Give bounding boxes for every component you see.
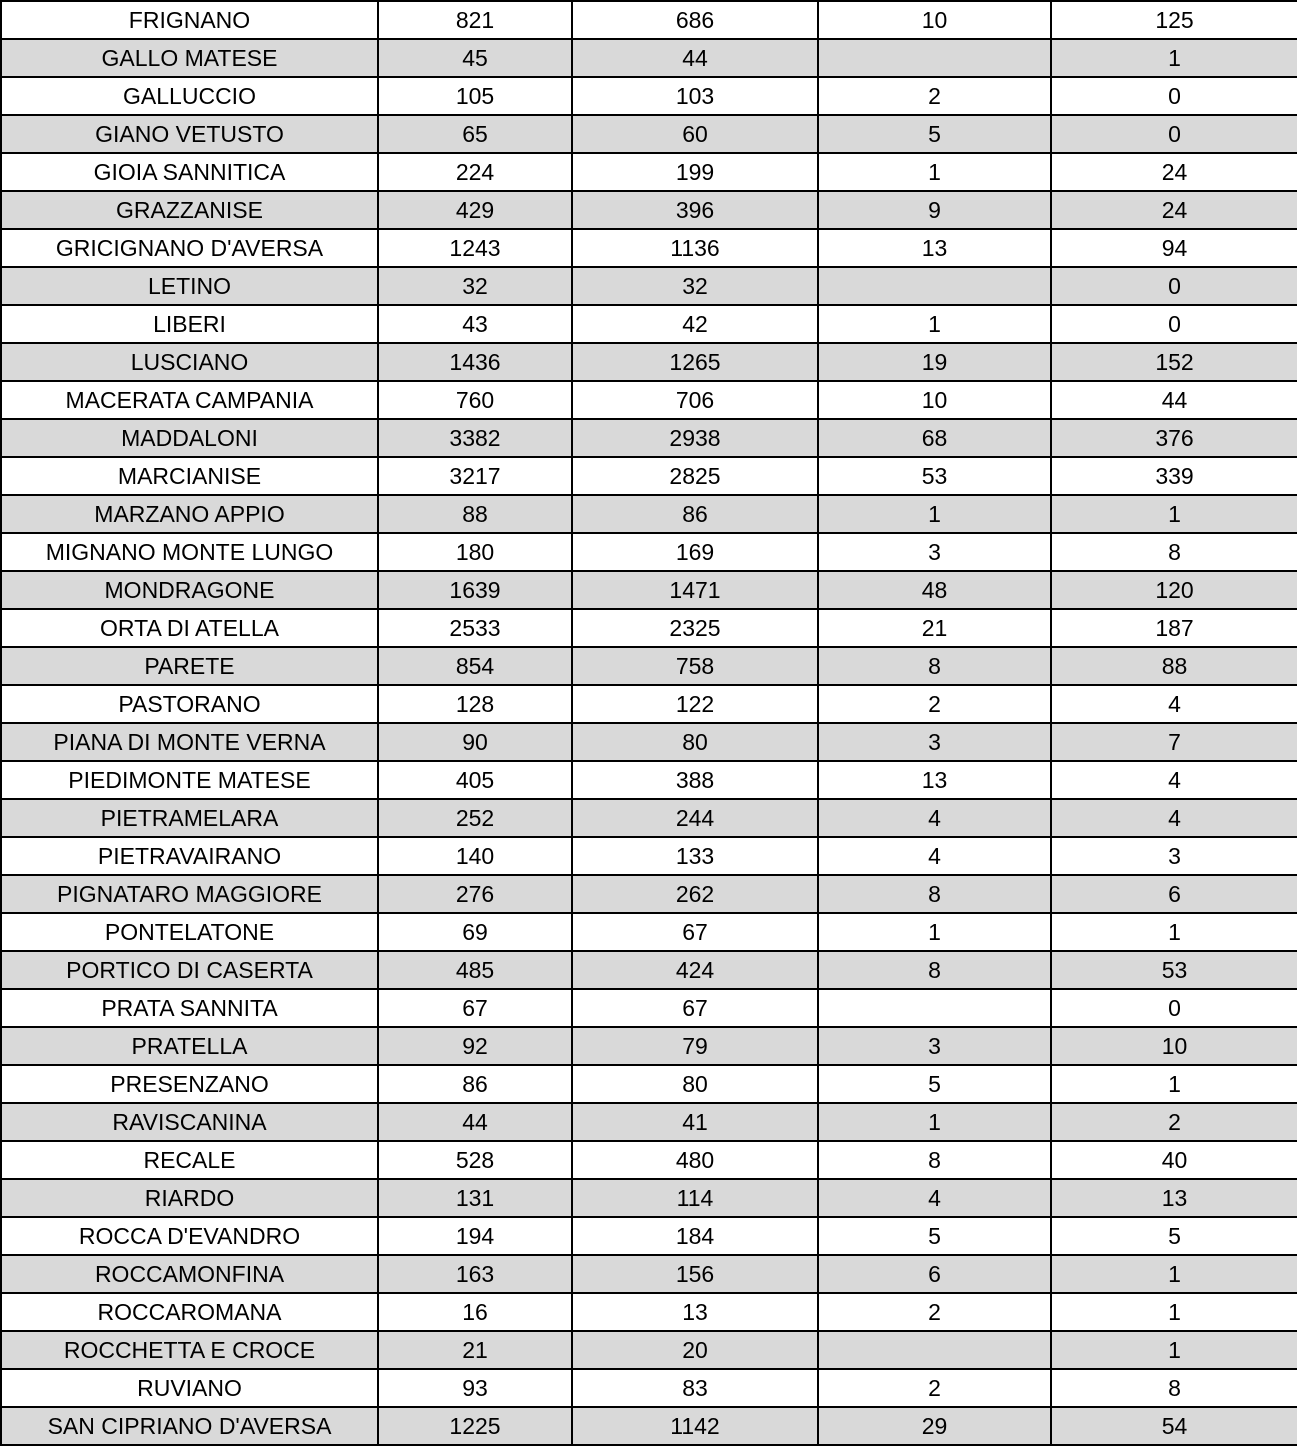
value-cell-col3: 3 [818,1027,1051,1065]
value-cell-col4: 4 [1051,761,1297,799]
value-cell-col3: 4 [818,799,1051,837]
table-row [1,1407,1297,1445]
value-cell-col4: 3 [1051,837,1297,875]
value-cell-col2: 114 [572,1179,818,1217]
value-cell-col1: 44 [378,1103,572,1141]
table-row [1,609,1297,647]
value-cell-col2: 83 [572,1369,818,1407]
value-cell-col2: 686 [572,1,818,39]
value-cell-col4: 0 [1051,77,1297,115]
value-cell-col4: 0 [1051,115,1297,153]
value-cell-col1: 93 [378,1369,572,1407]
value-cell-col3: 1 [818,153,1051,191]
value-cell-col1: 1436 [378,343,572,381]
value-cell-col1: 45 [378,39,572,77]
value-cell-col3: 1 [818,495,1051,533]
table-row [1,77,1297,115]
value-cell-col1: 86 [378,1065,572,1103]
value-cell-col3: 68 [818,419,1051,457]
comune-cell: RAVISCANINA [1,1103,378,1141]
value-cell-col2: 2325 [572,609,818,647]
value-cell-col2: 67 [572,913,818,951]
comune-cell: PIETRAVAIRANO [1,837,378,875]
value-cell-col2: 156 [572,1255,818,1293]
table-row [1,685,1297,723]
value-cell-col3: 3 [818,723,1051,761]
value-cell-col4: 7 [1051,723,1297,761]
value-cell-col1: 405 [378,761,572,799]
table-row [1,115,1297,153]
comune-cell: PRESENZANO [1,1065,378,1103]
value-cell-col1: 105 [378,77,572,115]
value-cell-col2: 80 [572,1065,818,1103]
value-cell-col2: 133 [572,837,818,875]
value-cell-col1: 276 [378,875,572,913]
value-cell-col2: 396 [572,191,818,229]
value-cell-col2: 480 [572,1141,818,1179]
value-cell-col3: 3 [818,533,1051,571]
table-row [1,989,1297,1027]
comune-cell: GIANO VETUSTO [1,115,378,153]
table-row [1,457,1297,495]
value-cell-col1: 16 [378,1293,572,1331]
value-cell-col1: 252 [378,799,572,837]
value-cell-col1: 224 [378,153,572,191]
comune-cell: ROCCHETTA E CROCE [1,1331,378,1369]
value-cell-col2: 1142 [572,1407,818,1445]
table-row [1,1255,1297,1293]
comune-cell: PIGNATARO MAGGIORE [1,875,378,913]
value-cell-col3: 10 [818,381,1051,419]
value-cell-col3: 2 [818,1369,1051,1407]
value-cell-col1: 1639 [378,571,572,609]
table-row [1,1,1297,39]
value-cell-col3: 4 [818,1179,1051,1217]
value-cell-col1: 821 [378,1,572,39]
value-cell-col3: 1 [818,305,1051,343]
value-cell-col2: 13 [572,1293,818,1331]
comune-cell: MARZANO APPIO [1,495,378,533]
table-row [1,153,1297,191]
comune-cell: PARETE [1,647,378,685]
value-cell-col3: 10 [818,1,1051,39]
table-row [1,1065,1297,1103]
table-row [1,229,1297,267]
value-cell-col3: 1 [818,1103,1051,1141]
value-cell-col1: 854 [378,647,572,685]
value-cell-col3: 8 [818,875,1051,913]
value-cell-col3: 5 [818,1065,1051,1103]
table-row [1,761,1297,799]
comune-cell: PRATELLA [1,1027,378,1065]
table-row [1,305,1297,343]
value-cell-col3: 53 [818,457,1051,495]
value-cell-col2: 169 [572,533,818,571]
value-cell-col1: 429 [378,191,572,229]
value-cell-col3: 2 [818,685,1051,723]
value-cell-col4: 40 [1051,1141,1297,1179]
table-row [1,1179,1297,1217]
value-cell-col2: 41 [572,1103,818,1141]
value-cell-col1: 21 [378,1331,572,1369]
table-row [1,647,1297,685]
value-cell-col3: 5 [818,1217,1051,1255]
value-cell-col4: 120 [1051,571,1297,609]
comune-cell: RUVIANO [1,1369,378,1407]
value-cell-col4: 53 [1051,951,1297,989]
value-cell-col4: 24 [1051,191,1297,229]
comune-cell: GRICIGNANO D'AVERSA [1,229,378,267]
value-cell-col2: 86 [572,495,818,533]
table-row [1,1293,1297,1331]
value-cell-col4: 1 [1051,913,1297,951]
value-cell-col4: 8 [1051,533,1297,571]
comune-cell: LETINO [1,267,378,305]
value-cell-col1: 528 [378,1141,572,1179]
value-cell-col2: 44 [572,39,818,77]
value-cell-col3: 8 [818,1141,1051,1179]
value-cell-col1: 67 [378,989,572,1027]
value-cell-col2: 262 [572,875,818,913]
value-cell-col4: 54 [1051,1407,1297,1445]
value-cell-col2: 2938 [572,419,818,457]
value-cell-col3: 4 [818,837,1051,875]
value-cell-col4: 376 [1051,419,1297,457]
comune-cell: MADDALONI [1,419,378,457]
value-cell-col1: 32 [378,267,572,305]
value-cell-col2: 424 [572,951,818,989]
table-row [1,913,1297,951]
comune-cell: GALLUCCIO [1,77,378,115]
table-row [1,533,1297,571]
value-cell-col4: 1 [1051,1065,1297,1103]
table-row [1,343,1297,381]
value-cell-col1: 163 [378,1255,572,1293]
value-cell-col2: 42 [572,305,818,343]
value-cell-col3: 2 [818,77,1051,115]
comune-cell: RECALE [1,1141,378,1179]
value-cell-col4: 1 [1051,495,1297,533]
value-cell-col2: 79 [572,1027,818,1065]
value-cell-col2: 199 [572,153,818,191]
value-cell-col1: 1225 [378,1407,572,1445]
value-cell-col2: 122 [572,685,818,723]
table-row [1,837,1297,875]
value-cell-col4: 125 [1051,1,1297,39]
table-row [1,495,1297,533]
value-cell-col4: 24 [1051,153,1297,191]
value-cell-col4: 94 [1051,229,1297,267]
value-cell-col3 [818,1331,1051,1369]
value-cell-col3: 21 [818,609,1051,647]
comune-cell: LIBERI [1,305,378,343]
table-row [1,1331,1297,1369]
value-cell-col3: 6 [818,1255,1051,1293]
comune-cell: PIETRAMELARA [1,799,378,837]
value-cell-col2: 80 [572,723,818,761]
value-cell-col4: 13 [1051,1179,1297,1217]
value-cell-col4: 187 [1051,609,1297,647]
table-row [1,381,1297,419]
value-cell-col1: 128 [378,685,572,723]
comune-cell: RIARDO [1,1179,378,1217]
value-cell-col1: 3382 [378,419,572,457]
comune-cell: PIEDIMONTE MATESE [1,761,378,799]
comune-cell: ROCCAMONFINA [1,1255,378,1293]
value-cell-col2: 244 [572,799,818,837]
comune-cell: ROCCAROMANA [1,1293,378,1331]
value-cell-col2: 1136 [572,229,818,267]
table-row [1,1369,1297,1407]
value-cell-col3: 8 [818,647,1051,685]
value-cell-col3 [818,989,1051,1027]
value-cell-col2: 67 [572,989,818,1027]
value-cell-col1: 2533 [378,609,572,647]
value-cell-col3: 8 [818,951,1051,989]
value-cell-col3: 29 [818,1407,1051,1445]
value-cell-col3: 5 [818,115,1051,153]
value-cell-col4: 4 [1051,685,1297,723]
value-cell-col3: 19 [818,343,1051,381]
value-cell-col3: 2 [818,1293,1051,1331]
comune-cell: PIANA DI MONTE VERNA [1,723,378,761]
value-cell-col4: 4 [1051,799,1297,837]
value-cell-col2: 184 [572,1217,818,1255]
table-row [1,723,1297,761]
comune-cell: GRAZZANISE [1,191,378,229]
value-cell-col2: 706 [572,381,818,419]
comune-cell: GIOIA SANNITICA [1,153,378,191]
comune-cell: SAN CIPRIANO D'AVERSA [1,1407,378,1445]
comune-cell: PONTELATONE [1,913,378,951]
table-row [1,419,1297,457]
comune-cell: MONDRAGONE [1,571,378,609]
comune-cell: ROCCA D'EVANDRO [1,1217,378,1255]
comune-cell: MACERATA CAMPANIA [1,381,378,419]
value-cell-col1: 65 [378,115,572,153]
value-cell-col4: 5 [1051,1217,1297,1255]
value-cell-col1: 43 [378,305,572,343]
comune-cell: PASTORANO [1,685,378,723]
value-cell-col3 [818,39,1051,77]
comune-cell: PORTICO DI CASERTA [1,951,378,989]
value-cell-col4: 0 [1051,305,1297,343]
value-cell-col1: 92 [378,1027,572,1065]
comune-cell: FRIGNANO [1,1,378,39]
value-cell-col4: 0 [1051,267,1297,305]
value-cell-col1: 3217 [378,457,572,495]
value-cell-col3: 1 [818,913,1051,951]
value-cell-col4: 152 [1051,343,1297,381]
value-cell-col4: 339 [1051,457,1297,495]
value-cell-col1: 1243 [378,229,572,267]
value-cell-col1: 760 [378,381,572,419]
value-cell-col4: 10 [1051,1027,1297,1065]
value-cell-col3: 48 [818,571,1051,609]
table-row [1,191,1297,229]
value-cell-col2: 388 [572,761,818,799]
value-cell-col2: 2825 [572,457,818,495]
table-row [1,39,1297,77]
value-cell-col2: 758 [572,647,818,685]
value-cell-col4: 1 [1051,39,1297,77]
table-row [1,1217,1297,1255]
table-row [1,799,1297,837]
value-cell-col1: 90 [378,723,572,761]
value-cell-col1: 180 [378,533,572,571]
value-cell-col1: 69 [378,913,572,951]
table-row [1,571,1297,609]
table-body [1,1,1297,1445]
value-cell-col2: 60 [572,115,818,153]
comune-cell: PRATA SANNITA [1,989,378,1027]
value-cell-col1: 140 [378,837,572,875]
value-cell-col4: 88 [1051,647,1297,685]
value-cell-col2: 1265 [572,343,818,381]
value-cell-col4: 1 [1051,1331,1297,1369]
table-row [1,1141,1297,1179]
comune-cell: GALLO MATESE [1,39,378,77]
value-cell-col3: 13 [818,229,1051,267]
comune-cell: MARCIANISE [1,457,378,495]
table-row [1,267,1297,305]
table-row [1,1103,1297,1141]
table-row [1,875,1297,913]
value-cell-col3: 13 [818,761,1051,799]
comune-cell: ORTA DI ATELLA [1,609,378,647]
value-cell-col2: 1471 [572,571,818,609]
value-cell-col1: 485 [378,951,572,989]
value-cell-col4: 1 [1051,1293,1297,1331]
table-row [1,951,1297,989]
value-cell-col2: 20 [572,1331,818,1369]
value-cell-col4: 0 [1051,989,1297,1027]
value-cell-col2: 32 [572,267,818,305]
value-cell-col4: 8 [1051,1369,1297,1407]
value-cell-col1: 88 [378,495,572,533]
value-cell-col3 [818,267,1051,305]
comune-cell: MIGNANO MONTE LUNGO [1,533,378,571]
value-cell-col1: 194 [378,1217,572,1255]
value-cell-col3: 9 [818,191,1051,229]
value-cell-col4: 2 [1051,1103,1297,1141]
value-cell-col1: 131 [378,1179,572,1217]
value-cell-col4: 1 [1051,1255,1297,1293]
value-cell-col4: 6 [1051,875,1297,913]
table-row [1,1027,1297,1065]
value-cell-col4: 44 [1051,381,1297,419]
comune-cell: LUSCIANO [1,343,378,381]
value-cell-col2: 103 [572,77,818,115]
